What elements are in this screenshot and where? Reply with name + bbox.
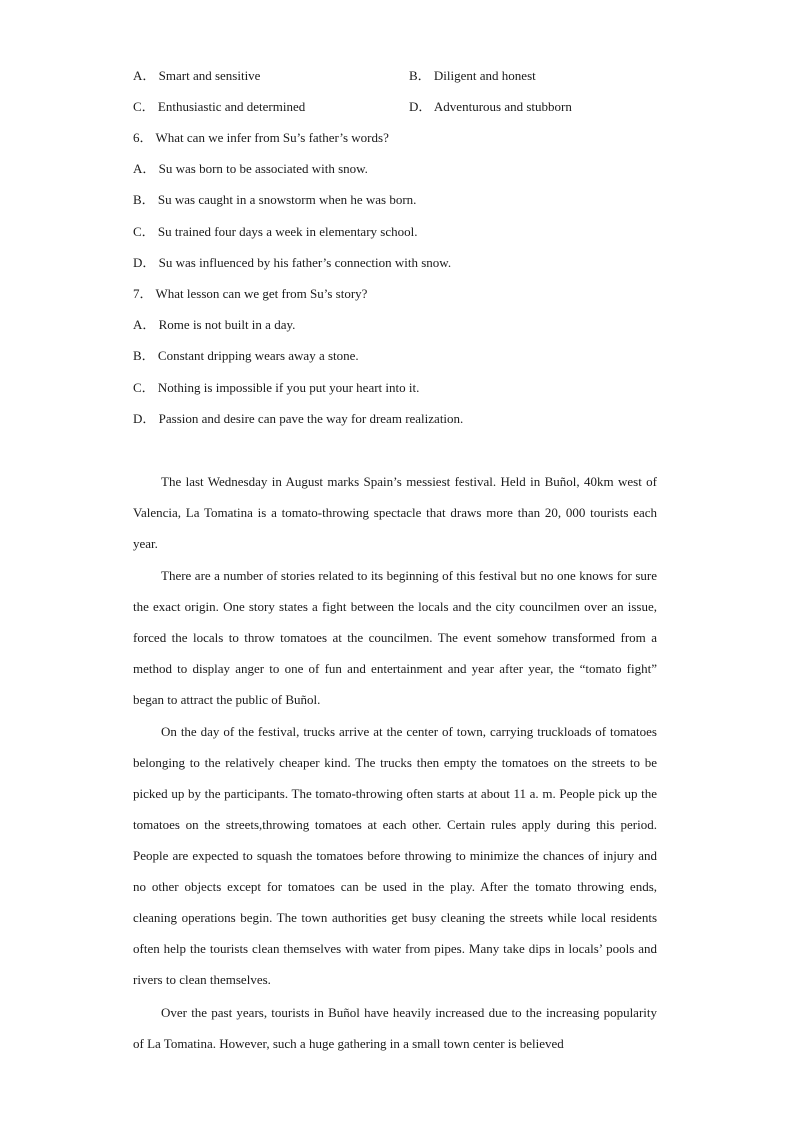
- passage-paragraph-3: On the day of the festival, trucks arrive at the center of town, carrying truckloads of tomatoes belonging to the relatively cheaper kind. The trucks then empty the tomatoes on the streets to be picked up by the participants. The tomato-throwing often starts at about 11 a. m. People pick up the tomatoes on the streets,throwing tomatoes at each other. Certain rules apply during this period. People are expected to squash the tomatoes before throwing to minimize the chances of injury and no other objects except for tomatoes can be used in the play. After the tomato throwing ends, cleaning operations begin. The town authorities get busy cleaning the streets while local residents often help the tourists clean themselves with water from pipes. Many take dips in locals’ pools and rivers to clean themselves.: [133, 724, 657, 987]
- passage-paragraph-2: There are a number of stories related to its beginning of this festival but no one knows for sure the exact origin. One story states a fight between the locals and the city councilmen over an issue, forced the locals to throw tomatoes at the councilmen. The event somehow transformed from a method to display anger to one of fun and entertainment and year after year, the “tomato fight” began to attract the public of Buñol.: [133, 568, 657, 707]
- q7-option-d: D． Passion and desire can pave the way for dream realization.: [133, 411, 464, 426]
- q6-option-c: C． Su trained four days a week in elementary school.: [133, 224, 418, 239]
- q5-options-row-1: [133, 68, 536, 84]
- q7-option-a: A． Rome is not built in a day.: [133, 317, 296, 332]
- q6-option-d: D． Su was influenced by his father’s connection with snow.: [133, 255, 452, 270]
- passage-paragraph-4: Over the past years, tourists in Buñol have heavily increased due to the increasing popularity of La Tomatina. However, such a huge gathering in a small town center is believed: [133, 1005, 657, 1051]
- q5-option-c: C． Enthusiastic and determined: [133, 99, 306, 114]
- q7-option-c: C． Nothing is impossible if you put your heart into it.: [133, 380, 420, 395]
- q6-option-b: B． Su was caught in a snowstorm when he was born.: [133, 192, 417, 207]
- q6-option-a: A． Su was born to be associated with snow.: [133, 161, 368, 176]
- q5-option-d: D． Adventurous and stubborn: [409, 99, 572, 114]
- q5-option-a: A． Smart and sensitive: [133, 68, 261, 83]
- q5-options-row-2: [133, 99, 572, 115]
- q5-option-b: B． Diligent and honest: [409, 68, 536, 83]
- q7-option-b: B． Constant dripping wears away a stone.: [133, 348, 359, 363]
- q7-question: 7． What lesson can we get from Su’s story?: [133, 286, 368, 301]
- q6-question: 6． What can we infer from Su’s father’s words?: [133, 130, 389, 145]
- passage-paragraph-1: The last Wednesday in August marks Spain’s messiest festival. Held in Buñol, 40km west of Valencia, La Tomatina is a tomato-throwing spectacle that draws more than 20, 000 tourists each year.: [133, 474, 657, 551]
